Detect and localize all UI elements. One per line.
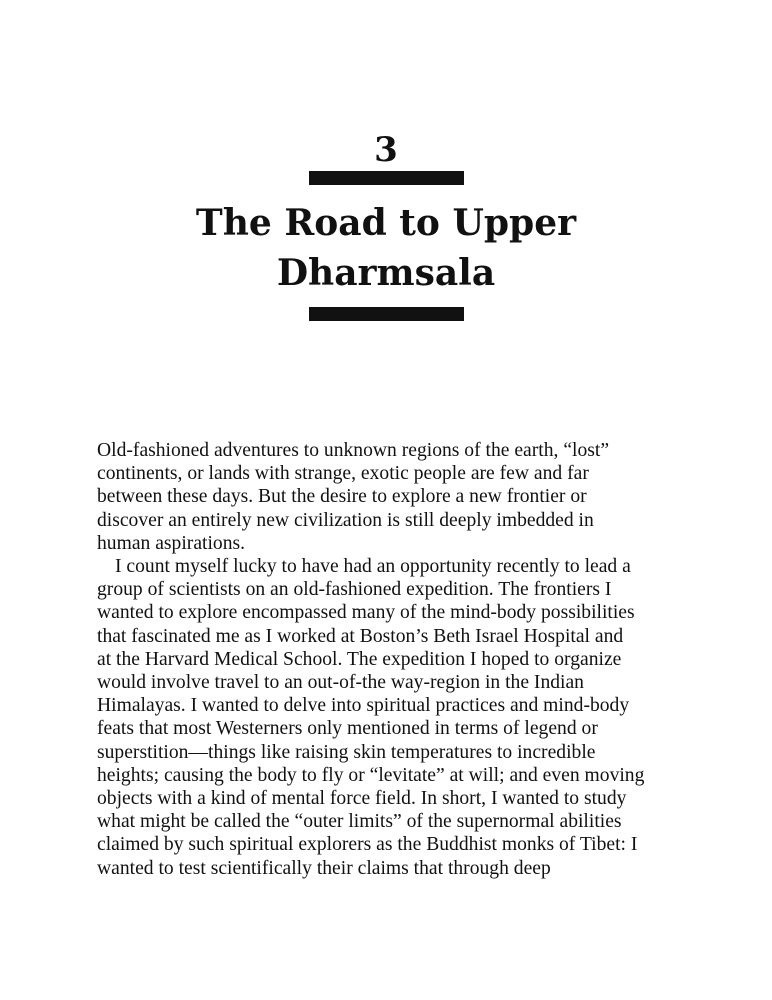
paragraph: [97, 439, 687, 555]
text-line: what might be called the “outer limits” of the supernormal abilities: [97, 811, 622, 833]
text-line: at the Harvard Medical School. The expedition I hoped to organize: [97, 648, 622, 670]
text-line: Himalayas. I wanted to delve into spiritual practices and mind-body: [97, 695, 630, 717]
text-line: heights; causing the body to fly or “levitate” at will; and even moving: [97, 764, 645, 786]
text-line: claimed by such spiritual explorers as the Buddhist monks of Tibet: I: [97, 834, 638, 856]
text-line: wanted to explore encompassed many of the mind-body possibilities: [97, 602, 635, 624]
text-line: objects with a kind of mental force field. In short, I wanted to study: [97, 788, 627, 810]
text-line: continents, or lands with strange, exotic people are few and far: [97, 463, 589, 485]
text-line: that fascinated me as I worked at Boston’s Beth Israel Hospital and: [97, 625, 624, 647]
body-text: [97, 439, 687, 880]
text-line: group of scientists on an old-fashioned expedition. The frontiers I: [97, 579, 612, 601]
paragraph: [97, 555, 687, 880]
chapter-title: [60, 198, 712, 298]
chapter-number: 3: [374, 130, 398, 170]
text-line: between these days. But the desire to explore a new frontier or: [97, 486, 587, 508]
chapter-title-line: Dharmsala: [276, 252, 496, 294]
text-line: human aspirations.: [97, 532, 246, 554]
text-line: wanted to test scientifically their claims that through deep: [97, 857, 551, 879]
chapter-rule-bottom: [309, 307, 464, 321]
chapter-title-line: The Road to Upper: [195, 202, 577, 244]
text-line: Old-fashioned adventures to unknown regions of the earth, “lost”: [97, 440, 610, 461]
text-line: superstition—things like raising skin temperatures to incredible: [97, 741, 596, 763]
chapter-rule-top: [309, 171, 464, 185]
text-line: would involve travel to an out-of-the way-region in the Indian: [97, 672, 584, 694]
text-line: discover an entirely new civilization is still deeply imbedded in: [97, 509, 594, 531]
text-line: I count myself lucky to have had an opportunity recently to lead a: [115, 556, 631, 578]
text-line: feats that most Westerners only mentioned in terms of legend or: [97, 718, 598, 740]
